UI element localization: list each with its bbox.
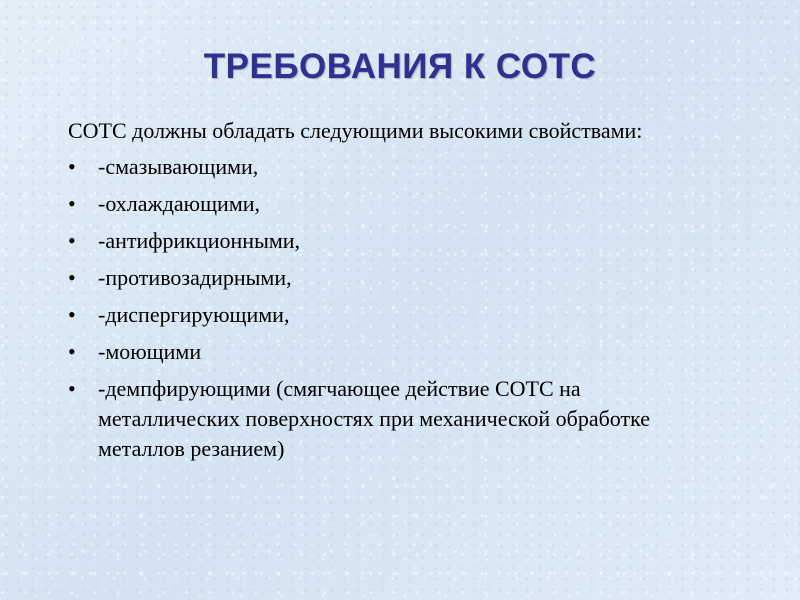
intro-text: СОТС должны обладать следующими высокими свойствами: — [68, 118, 643, 143]
list-item — [68, 152, 708, 182]
bullet-icon: • — [68, 376, 76, 401]
list-item-text: -охлаждающими, — [98, 191, 261, 216]
list-item — [68, 300, 708, 330]
bullet-icon: • — [68, 154, 76, 179]
bullet-icon: • — [68, 265, 76, 290]
list-item — [68, 374, 708, 464]
list-item — [68, 189, 708, 219]
list-item-text: -диспергирующими, — [98, 302, 290, 327]
bullet-icon: • — [68, 191, 76, 216]
list-item-text: -противозадирными, — [98, 265, 292, 290]
bullet-icon: • — [68, 302, 76, 327]
slide-content — [68, 116, 708, 471]
list-item-text: -моющими — [98, 339, 202, 364]
bullet-icon: • — [68, 228, 76, 253]
slide-title: ТРЕБОВАНИЯ К СОТС — [203, 47, 597, 86]
list-item-text: -антифрикционными, — [98, 228, 301, 253]
list-item-text: -демпфирующими (смягчающее действие СОТС на металлических поверхностях при механической обработке металлов резанием) — [98, 376, 651, 461]
list-item — [68, 226, 708, 256]
bullet-icon: • — [68, 339, 76, 364]
properties-list — [68, 152, 708, 464]
list-item — [68, 263, 708, 293]
list-item — [68, 337, 708, 367]
list-item-text: -смазывающими, — [98, 154, 259, 179]
